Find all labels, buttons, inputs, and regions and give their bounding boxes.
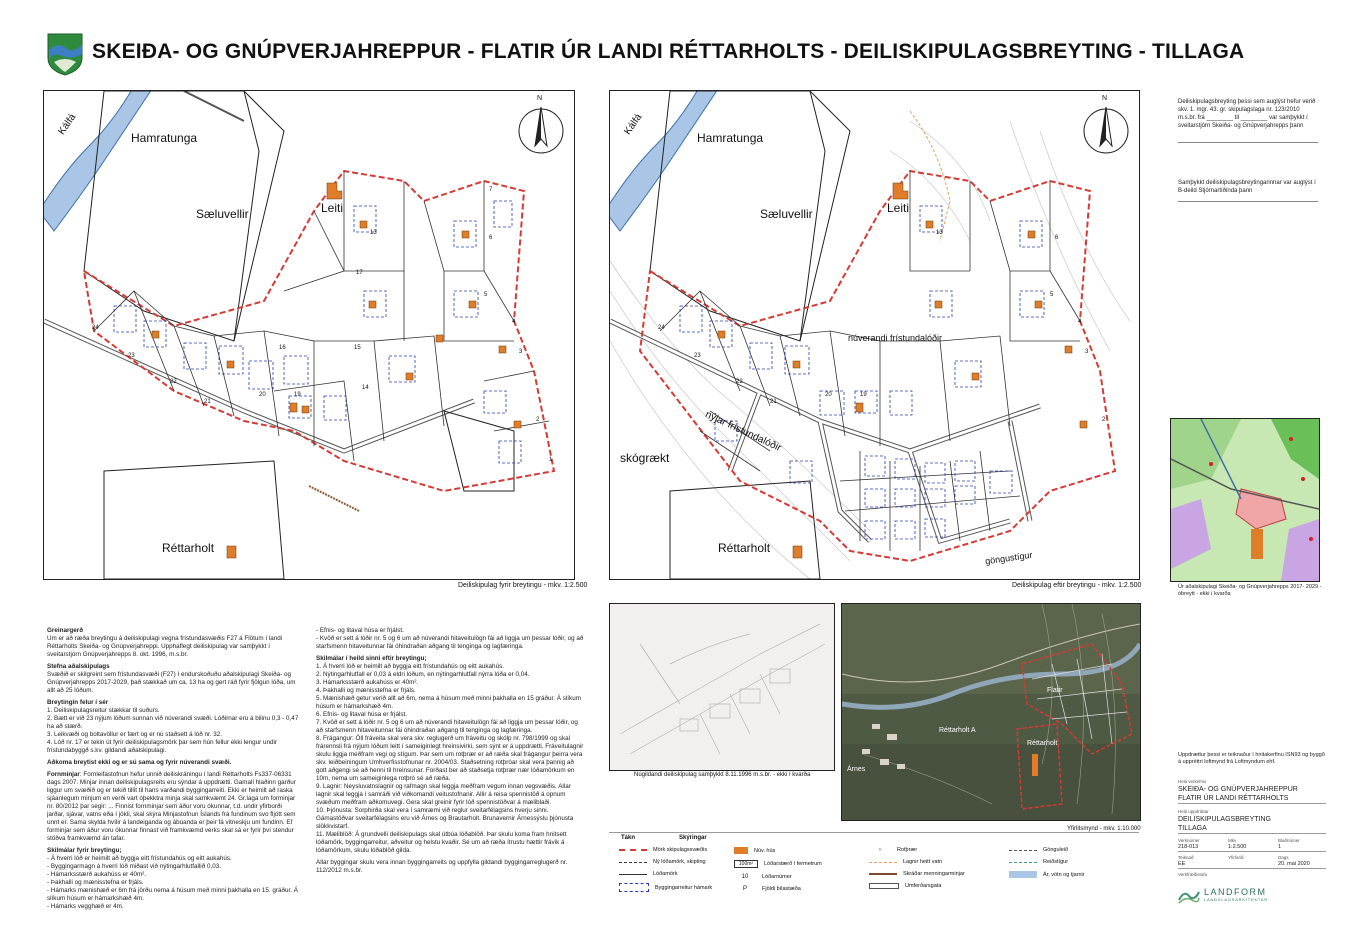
legend-item: ○ Rotþrær (878, 847, 918, 853)
titleblock-project-label: Heiti verkefnis (1178, 779, 1207, 784)
title-block (1178, 752, 1326, 932)
text-byggingar: Allar byggingar skulu vera innan byggingarreits og uppfylla gildandi byggingarreglugerð nr. 112/2012 m.s.br. (316, 859, 568, 874)
svg-text:19: 19 (860, 392, 867, 398)
legend-item: Mörk skipulagssvæðis (619, 847, 794, 853)
full-term-2: 2. Nýtingarhlutfall er 0,03 á eldri lóðum, en nýtingarhlutfall nýrra lóða er 0,04. (316, 671, 530, 678)
full-term-8: 8. Frágangur: Öll fráveita skal vera skv. reglugerð um fráveitu og skólp nr. 798/1999 og skal frárennsli frá nýjum lóðum leitt í sameiginlegt hreinsivirki, sem sýnt er á uppdrætti. Fráveitulagnir skulu liggja meðfram vegi og stígum. Þar sem um rotþrær er að ræða skal frágangur þeirra vera skv. leiðbeiningum Umhverfisstofnunar nr. 2004/03. Staðsetning rotþróar skal vera þannig að gott aðgengi sé að henni til hreinsunar. Forðast ber að staðsetja rotþrær nær lóðamörkum en 10m, nema um sameiginlega rotþró sé að ræða. (316, 735, 584, 782)
old-plan-caption: Núgildandi deiliskipulag samþykkt 8.11.1996 m.s.br. - ekki í kvarða (634, 772, 811, 778)
svg-text:13: 13 (936, 230, 943, 236)
svg-text:3: 3 (1085, 349, 1089, 355)
full-term-7: 7. Kvöð er sett á lóðir nr. 5 og 6 um að núverandi hitaveitulögn fái að liggja um þessar lóðir, og að starfsmenn hitaveitunnar fái óhindraðan aðgang til tenginga og lagfæringa. (316, 719, 578, 734)
svg-text:14: 14 (362, 385, 369, 391)
description-column-2 (316, 627, 586, 927)
map-after-north-label: N (1102, 95, 1108, 102)
label-teiknad: Teiknað (1178, 855, 1194, 860)
svg-text:21: 21 (770, 399, 777, 405)
map-after-label-existing-lots: núverandi frístundalóðir (848, 333, 943, 343)
legend-item: Ný lóðamörk, skipting (619, 859, 794, 865)
aerial-label-rettarholt-a: Réttarholt A (939, 727, 976, 734)
overview-map (1170, 418, 1320, 582)
svg-text:15: 15 (354, 345, 361, 351)
label-mkv: Mkv (1228, 838, 1237, 843)
full-term-11: 11. Mæliblöð: Á grundvelli deiliskipulags skal útbúa lóðablöð. Þar skulu koma fram hnitsett lóðamörk, byggingarreitur, aðveitur og helstu kvaðir. Sé um að ræða ítrustu hættir frávik á lóðamörkum, skulu lóðablöð gilda. (316, 831, 567, 854)
legend-item: Byggingarreitur hámark (619, 883, 794, 892)
publication-signature-line (1178, 197, 1318, 202)
approval-block (1178, 98, 1318, 202)
svg-text:5: 5 (1050, 292, 1054, 298)
value-verknumer: 218-013 (1178, 844, 1199, 850)
svg-text:23: 23 (128, 353, 135, 359)
label-bladnumer: Blaðnúmer (1278, 838, 1300, 843)
titleblock-sheet-label: Heiti uppdráttar (1178, 809, 1209, 814)
map-after-label-rettarholt: Réttarholt (718, 541, 771, 555)
aerial-caption: Yfirlitsmynd - mkv. 1:10.000 (1067, 826, 1141, 832)
map-before-drawing (44, 91, 574, 579)
term-item-5: - Hámarks mænishæð er 6m frá jörðu nema á húsum með minni þakhalla en 15. gráður. Á slíkum húsum er hámarkshæð 4m. (47, 887, 298, 902)
legend (609, 832, 1139, 933)
map-after-label-skograekt: skógrækt (620, 451, 670, 465)
text-stefna: Svæðið er skilgreint sem frístundasvæði (F27) í endurskoðuðu aðalskipulagi Skeiða- og Gnúpverjahrepps 2017-2029, það stækkað um ca. 13 ha og gert ráð fyrir fjölgun lóða, um allt að 25 lóðum. (47, 671, 296, 694)
full-term-9: 9. Lagnir: Neysluvatnslagnir og rafmagn skal leggja meðfram vegum innan vegsvæðis. Allar lagnir skal leggja í samráði við viðkomandi veitustofnanir. Allir á reisa spennistöð á opnum svæðum meðfram aðkomuvegi. Gera skal greinir fyrir lóð spennistöðvar á mæliblaði. (316, 783, 571, 806)
legend-item: 100m² Lóðarstærð í fermetrum (734, 860, 874, 868)
change-item-2: 2. Bætt er við 23 nýjum lóðum sunnan við núverandi svæði. Lóðirnar eru á bilinu 0,3 - 0,47 ha að stærð. (47, 715, 299, 730)
page-title: SKEIÐA- OG GNÚPVERJAHREPPUR - FLATIR ÚR LANDI RÉTTARHOLTS - DEILISKIPULAGSBREYTING - TILLAGA (92, 40, 1245, 63)
heading-stefna: Stefna aðalskipulags (47, 663, 110, 670)
legend-item: Lóðamörk (619, 871, 794, 877)
overview-caption: Úr aðalskipulagi Skeiða- og Gnúpverjahrepps 2017- 2029 - óbreytt - ekki í kvarða (1178, 584, 1322, 597)
term-item-3: - Hámarksstærð aukahúss er 40m². (47, 871, 147, 878)
svg-text:17: 17 (356, 270, 363, 276)
label-verknumer: Verknúmer (1178, 838, 1200, 843)
heading-fornminjar: Fornminjar (47, 771, 80, 778)
text-adkoma: Aðkoma breytist ekki og er sú sama og fyrir núverandi svæði. (47, 759, 232, 766)
legend-item: Gönguleið (1009, 847, 1139, 853)
map-after-label-leiti: Leiti (887, 201, 910, 215)
aerial-label-flatir: Flatir (1047, 687, 1063, 694)
svg-text:5: 5 (484, 292, 488, 298)
company-sub: LANDSLAGSARKITEKTAR (1204, 897, 1269, 902)
map-before (43, 90, 575, 580)
svg-text:4: 4 (512, 319, 516, 325)
titleblock-sheet-2: TILLAGA (1178, 824, 1326, 834)
label-dags: Dags (1278, 855, 1289, 860)
legend-item: Núv. hús (734, 847, 874, 854)
svg-text:20: 20 (259, 392, 266, 398)
full-term-5: 5. Mænishæð getur verið allt að 6m, nema á húsum með minni þakhalla en 15 gráður. Á slíkum húsum er hámarkshæð 4m. (316, 695, 581, 710)
svg-text:1: 1 (549, 457, 553, 463)
legend-item: 10 Lóðarnúmer (741, 874, 792, 880)
svg-text:6: 6 (1055, 235, 1059, 241)
svg-text:22: 22 (170, 379, 177, 385)
change-item-4: 4. Lóð nr. 17 er tekin út fyrir deiliskipulagsmörk þar sem hún fellur ekki lengur undir frístundabyggð s.kv. gildandi aðalskipulagi. (47, 739, 277, 754)
approval-signature-line (1178, 134, 1318, 143)
approval-text-2: Samþykkt deiliskipulagsbreytingarinnar var auglýst í B-deild Stjórnartíðinda þann (1178, 180, 1316, 194)
term-item-1: - Á hverri lóð er heimilt að byggja eitt frístundahús og eitt aukahús. (47, 855, 232, 862)
value-dags: 20. mai 2020 (1278, 861, 1310, 867)
map-after-label-saeluvellir: Sæluvellir (760, 207, 813, 221)
map-before-label-kalfa: Kálfá (56, 112, 79, 137)
term-item-4: - Þakhalli og mænisstefna er frjáls. (47, 879, 144, 886)
heading-skilmalar-eftir: Skilmálar í heild sinni eftir breytingu; (316, 655, 427, 662)
svg-text:13: 13 (370, 230, 377, 236)
text-fornminjar: Fornleifastofnun hefur unnið deiliskráningu í landi Réttarholts Fs337-06331 dags 2007. Minjar innan deiliskipulagsreits eru sýndar á uppdrætti. Gamall hlaðinn garður liggur um svæðið og er tekið tillit til hans varðandi byggingarreiti. Ekki er heimilt að raska sjáanlegum minjum en verði vart óþekktra minja skal samkvæmt 24. Gr.laga um forminjar nr. 80/2012 þar segir: ... Finnist fornminjar sem áður voru ókunnar, t.d. undir yfirborði jarðar, sjávar, vatns eða í jökli, skal skýra Minjastofnun Íslands frá fundinum svo fljótt sem unnt er. Sama skylda hvílir á landeiganda og ábúanda er þeir fá vitneskju um fundinn. Ef forminjar sem áður voru ókunnar finnast við framkvæmd verks skal sá er fyrir því stendur stöðva framkvæmd án tafar. (47, 771, 296, 842)
description-column-1: Greinargerð Um er að ræða breytingu á deiliskipulagi vegna frístundasvæðis F27 á Flötum í landi Réttarholts Skeiða- og Gnúpverjahreppi. Upphaflegt deiliskipulag var samþykkt í sveitarstjórn Gnúpverjahrepps 8. okt. 1996, m.s.br. Stefna aðalskipulags Svæðið er skilgreint sem frístundasvæði (F27) í endurskoðuðu aðalskipulagi Skeiða- og Gnúpverjahrepps 2017-2029, það stækkað um ca. 13 ha og gert ráð fyrir fjölgun lóða, um allt að 25 lóðum. Breytingin felur í sér 1. Deiliskipulagsreitur stækkar til suðurs. 2. Bætt er við 23 nýjum lóðum sunnan við núverandi svæði. Lóðirnar eru á bilinu 0,3 - 0,47 ha að stærð. 3. Leikvæði og boltavöllur er fært og er nú staðsett á lóð nr. 32. 4. Lóð nr. 17 er tekin út fyrir deiliskipulagsmörk þar sem hún fellur ekki lengur undir frístundabyggð s.kv. gildandi aðalskipulagi. Aðkoma breytist ekki og er sú sama og fyrir núverandi svæði. Fornminjar: Fornleifastofnun hefur unnið deiliskráningu í landi Réttarholts Fs337-06331 dags 2007. Minjar innan deiliskipulagsreits eru sýndar á uppdrætti. Gamall hlaðinn garður liggur um svæðið og er tekið tillit til hans varðandi byggingarreiti. Ekki er heimilt að raska sjáanlegum minjum en verði vart óþekktra minja skal samkvæmt 24. Gr.laga um forminjar nr. 80/2012 þar segir: ... Finnist fornminjar sem áður voru ókunnar, t.d. undir yfirborði jarðar, sjávar, vatns eða í jökli, skal skýra Minjastofnun Íslands frá fundinum svo fljótt sem unnt er. Sama skylda hvílir á landeiganda og ábúanda er þeir fá vitneskju um fundinn. Ef forminjar sem áður voru ókunnar finnast við framkvæmd verks skal sá er fyrir því stendur stöðva framkvæmd án tafar. Skilmálar fyrir breytingu; - Á hverri lóð er heimilt að byggja eitt frístundahús og eitt aukahús. - Byggingarmagn á hverri lóð miðast við nýtingarhlutfallið 0,03. - Hámarksstærð aukahúss er 40m². - Þakhalli og mænisstefna er frjáls. - Hámarks mænishæð er 6m frá jörðu nema á húsum með minni þakhalla en 15. gráður. Á slíkum húsum er hámarkshæð 4m. - Hámarks vegghæð er 4m. (47, 627, 299, 910)
svg-text:2: 2 (536, 417, 540, 423)
legend-item: P Fjöldi bílastæða (742, 886, 801, 892)
svg-text:19: 19 (294, 392, 301, 398)
landform-logo (1178, 888, 1326, 904)
heading-skilmalar-fyrir: Skilmálar fyrir breytingu; (47, 847, 122, 854)
map-before-north-label: N (537, 95, 543, 102)
svg-text:21: 21 (204, 399, 211, 405)
titleblock-design-label: Verkfræðistofa (1178, 872, 1208, 877)
text-greinargerd: Um er að ræða breytingu á deiliskipulagi vegna frístundasvæðis F27 á Flötum í landi Réttarholts Skeiða- og Gnúpverjahreppi. Upphaflegt deiliskipulag var samþykkt í sveitarstjórn Gnúpverjahrepps 8. okt. 1996, m.s.br. (47, 635, 283, 658)
svg-text:16: 16 (279, 345, 286, 351)
svg-text:23: 23 (694, 353, 701, 359)
heading-greinargerd: Greinargerð (47, 627, 84, 634)
term-item-8: - Kvöð er sett á lóðir nr. 5 og 6 um að núverandi hitaveitulögn fái að liggja um þessar lóðir, og að starfsmenn hitaveitunnar fái óhindraðan aðgang til tenginga og lagfæringa. (316, 635, 584, 650)
titleblock-project-2: FLATIR ÚR LANDI RÉTTARHOLTS (1178, 794, 1326, 804)
label-yfirfarid: Yfirfarið (1228, 855, 1244, 860)
map-after (609, 90, 1140, 580)
value-teiknad: EE (1178, 861, 1186, 867)
map-after-caption: Deiliskipulag eftir breytingu - mkv. 1:2.500 (1012, 582, 1142, 589)
legend-item: Reiðstígur (1009, 859, 1139, 865)
full-term-1: 1. Á hverri lóð er heimilt að byggja eitt frístundahús og eitt aukahús. (316, 663, 504, 670)
legend-item: Lagnir heitt vatn (869, 859, 1009, 865)
term-item-6: - Hámarks vegghæð er 4m. (47, 903, 124, 910)
approval-text-1: Deiliskipulagsbreyting þessi sem auglýst hefur verið skv. 1. mgr. 43. gr. skipulagslaga nr. 123/2010 m.s.br. frá ________ til ________ var samþykkt í sveitarstjórn Skeiða- og Gnúpverjahrepps þann (1178, 99, 1316, 129)
titleblock-note: Uppdrættur þessi er teiknaður í hnitakerfinu ISN93 og byggð á uppréttri loftmynd frá Loftmyndum ehf. (1178, 752, 1325, 765)
legend-header-symbol: Tákn (621, 835, 636, 841)
full-term-4: 4. Þakhalli og mænisstefna er frjáls. (316, 687, 416, 694)
titleblock-sheet-1: DEILISKIPULAGSBREYTING (1178, 816, 1271, 823)
old-plan-image (609, 603, 835, 771)
map-after-label-kalfa: Kálfá (622, 112, 645, 137)
change-item-1: 1. Deiliskipulagsreitur stækkar til suðurs. (47, 707, 160, 714)
map-before-label-saeluvellir: Sæluvellir (196, 207, 249, 221)
svg-text:22: 22 (736, 379, 743, 385)
municipal-logo (46, 32, 84, 76)
map-after-label-new-lots: nýjar frístundalóðir (703, 409, 783, 454)
map-before-label-leiti: Leiti (321, 201, 344, 215)
svg-text:6: 6 (489, 235, 493, 241)
map-before-caption: Deiliskipulag fyrir breytingu - mkv. 1:2.500 (458, 582, 588, 589)
aerial-label-arnes: Árnes (847, 766, 866, 773)
map-after-label-path: göngustígur (984, 549, 1034, 567)
aerial-photo (841, 603, 1141, 821)
change-item-3: 3. Leikvæði og boltavöllur er fært og er nú staðsett á lóð nr. 32. (47, 731, 223, 738)
svg-text:2: 2 (1102, 417, 1106, 423)
svg-text:7: 7 (489, 187, 493, 193)
legend-header-desc: Skýringar (679, 835, 707, 841)
legend-item: Ár, vötn og tjarnir (1009, 871, 1139, 878)
full-term-10: 10. Þjónusta: Sorphirða skal vera í samræmi við reglur sveitarfélagsins hverju sinni. Gámastöðvar sveitarfélagsins eru við Árnes og Brautarholt. Brunavernir Árnessýslu þjónusta slökkvistarf. (316, 807, 574, 830)
value-bladnumer: 1 (1278, 844, 1282, 850)
legend-item: Umferðarsgata (869, 883, 1009, 889)
svg-text:24: 24 (658, 325, 665, 331)
value-mkv: 1:2.500 (1228, 844, 1247, 850)
term-item-7: - Efnis- og litaval húsa er frjálst. (316, 627, 404, 634)
full-term-6: 6. Efnis- og litaval húsa er frjálst. (316, 711, 407, 718)
company-name: LANDFORM (1204, 887, 1267, 897)
map-after-label-hamratunga: Hamratunga (697, 131, 764, 145)
aerial-label-rettarholt: Réttarholt (1027, 740, 1058, 747)
term-item-2: - Byggingarmagn á hverri lóð miðast við nýtingarhlutfallið 0,03. (47, 863, 221, 870)
svg-text:3: 3 (519, 349, 523, 355)
map-before-label-hamratunga: Hamratunga (131, 131, 198, 145)
svg-text:24: 24 (92, 325, 99, 331)
value-yfirfarid (1228, 861, 1278, 868)
titleblock-project-1: SKEIÐA- OG GNÚPVERJAHREPPUR (1178, 786, 1298, 793)
svg-text:20: 20 (825, 392, 832, 398)
legend-item: Skráðar menningarminjar (869, 871, 1009, 877)
svg-text:4: 4 (1078, 319, 1082, 325)
heading-breytingin: Breytingin felur í sér (47, 699, 109, 706)
landform-icon (1178, 888, 1200, 904)
map-before-label-rettarholt: Réttarholt (162, 541, 215, 555)
full-term-3: 3. Hámarksstærð aukahúss er 40m². (316, 679, 419, 686)
